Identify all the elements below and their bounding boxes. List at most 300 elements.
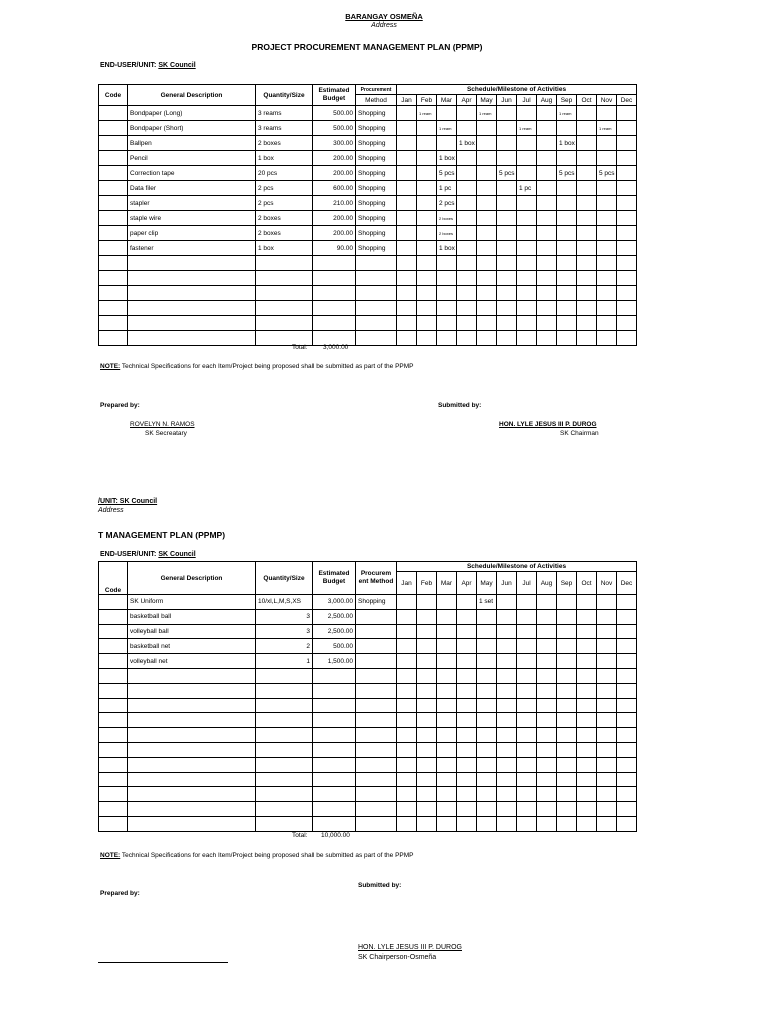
schedule-cell [417, 609, 437, 624]
empty-cell [99, 256, 128, 271]
month-header: Mar [437, 95, 457, 106]
total-value-1: 3,000.00 [323, 344, 349, 351]
empty-cell [477, 698, 497, 713]
empty-cell [99, 301, 128, 316]
empty-cell [577, 683, 597, 698]
month-header: Nov [597, 95, 617, 106]
schedule-cell [617, 595, 637, 610]
empty-cell [577, 816, 597, 831]
schedule-cell [477, 121, 497, 136]
empty-cell [437, 698, 457, 713]
empty-cell [457, 683, 477, 698]
empty-cell [477, 683, 497, 698]
budget-cell: 500.00 [313, 106, 356, 121]
empty-cell [99, 787, 128, 802]
schedule-cell [397, 151, 417, 166]
empty-cell [457, 713, 477, 728]
empty-cell [577, 713, 597, 728]
empty-row [99, 316, 637, 331]
empty-cell [313, 316, 356, 331]
schedule-cell [537, 624, 557, 639]
empty-cell [497, 271, 517, 286]
description-cell: Data filer [128, 181, 256, 196]
empty-cell [517, 256, 537, 271]
empty-cell [477, 728, 497, 743]
empty-cell [128, 816, 256, 831]
empty-cell [597, 816, 617, 831]
schedule-cell [417, 624, 437, 639]
empty-cell [256, 742, 313, 757]
schedule-cell [577, 595, 597, 610]
month-header: Sep [557, 572, 577, 595]
empty-cell [597, 742, 617, 757]
schedule-cell [397, 609, 417, 624]
table-row [99, 166, 637, 181]
empty-cell [497, 331, 517, 346]
barangay-name: BARANGAY OSMEÑA [345, 12, 423, 21]
empty-cell [128, 787, 256, 802]
quantity-cell: 2 boxes [256, 211, 313, 226]
schedule-cell [497, 121, 517, 136]
empty-cell [477, 787, 497, 802]
quantity-cell: 1 [256, 654, 313, 669]
empty-cell [457, 742, 477, 757]
empty-cell [417, 256, 437, 271]
method-cell [356, 654, 397, 669]
description-header: General Description [128, 85, 256, 106]
schedule-cell: 5 pcs [557, 166, 577, 181]
empty-cell [437, 772, 457, 787]
schedule-cell [437, 106, 457, 121]
month-header: Aug [537, 95, 557, 106]
empty-cell [256, 757, 313, 772]
schedule-cell [557, 609, 577, 624]
quantity-cell: 2 boxes [256, 226, 313, 241]
empty-cell [356, 331, 397, 346]
quantity-cell: 20 pcs [256, 166, 313, 181]
unit-fragment-2: /UNIT: SK Council [98, 498, 158, 505]
empty-cell [313, 787, 356, 802]
empty-row [99, 772, 637, 787]
empty-cell [457, 728, 477, 743]
schedule-cell [477, 181, 497, 196]
empty-row [99, 256, 637, 271]
schedule-cell [617, 624, 637, 639]
empty-cell [356, 742, 397, 757]
schedule-cell [497, 241, 517, 256]
empty-cell [99, 713, 128, 728]
schedule-cell [517, 226, 537, 241]
empty-cell [457, 256, 477, 271]
empty-cell [557, 286, 577, 301]
month-header: Oct [577, 572, 597, 595]
empty-cell [497, 757, 517, 772]
schedule-cell [597, 211, 617, 226]
empty-cell [437, 256, 457, 271]
table-row [99, 106, 637, 121]
end-user-value-2: SK Council [158, 551, 196, 558]
empty-cell [313, 757, 356, 772]
empty-cell [99, 728, 128, 743]
schedule-cell [517, 166, 537, 181]
empty-cell [457, 301, 477, 316]
schedule-cell: 1 ream [417, 106, 437, 121]
empty-cell [537, 787, 557, 802]
empty-cell [477, 256, 497, 271]
schedule-cell [577, 639, 597, 654]
schedule-cell [597, 226, 617, 241]
empty-cell [517, 816, 537, 831]
empty-row [99, 713, 637, 728]
empty-cell [577, 698, 597, 713]
empty-cell [437, 787, 457, 802]
empty-cell [497, 802, 517, 817]
description-cell: fastener [128, 241, 256, 256]
empty-cell [256, 271, 313, 286]
quantity-cell: 3 [256, 609, 313, 624]
budget-cell: 90.00 [313, 241, 356, 256]
schedule-cell [477, 241, 497, 256]
empty-cell [397, 802, 417, 817]
empty-cell [128, 668, 256, 683]
empty-cell [397, 772, 417, 787]
table-row [99, 609, 637, 624]
schedule-cell [577, 151, 597, 166]
empty-cell [557, 301, 577, 316]
empty-cell [397, 316, 417, 331]
empty-cell [313, 772, 356, 787]
empty-cell [417, 757, 437, 772]
empty-cell [617, 787, 637, 802]
method-cell: Shopping [356, 166, 397, 181]
schedule-cell: 1 pc [517, 181, 537, 196]
schedule-cell [597, 151, 617, 166]
schedule-cell [437, 639, 457, 654]
code-cell [99, 151, 128, 166]
method-cell [356, 609, 397, 624]
submitted-name-2: HON. LYLE JESUS III P. DUROG [358, 944, 462, 951]
empty-cell [313, 698, 356, 713]
empty-cell [497, 256, 517, 271]
empty-cell [517, 683, 537, 698]
empty-cell [457, 772, 477, 787]
schedule-cell: 1 ream [557, 106, 577, 121]
empty-cell [617, 271, 637, 286]
code-cell [99, 181, 128, 196]
month-header: Feb [417, 95, 437, 106]
empty-cell [356, 683, 397, 698]
empty-cell [497, 742, 517, 757]
empty-cell [577, 728, 597, 743]
schedule-cell [617, 136, 637, 151]
schedule-cell [597, 639, 617, 654]
empty-cell [477, 802, 497, 817]
empty-cell [457, 802, 477, 817]
schedule-cell [457, 639, 477, 654]
empty-cell [577, 286, 597, 301]
description-cell: basketball net [128, 639, 256, 654]
empty-cell [313, 683, 356, 698]
empty-cell [557, 698, 577, 713]
prepared-title-1: SK Secreatary [145, 430, 187, 437]
address-label: Address [371, 22, 397, 29]
quantity-header-2: Quantity/Size [256, 562, 313, 595]
quantity-cell: 3 reams [256, 106, 313, 121]
empty-cell [457, 286, 477, 301]
code-cell [99, 106, 128, 121]
schedule-cell [597, 624, 617, 639]
description-cell: staple wire [128, 211, 256, 226]
schedule-cell [497, 639, 517, 654]
schedule-cell [437, 595, 457, 610]
schedule-cell [497, 106, 517, 121]
schedule-cell [617, 226, 637, 241]
schedule-cell [417, 226, 437, 241]
schedule-cell: 1 set [477, 595, 497, 610]
schedule-cell [477, 211, 497, 226]
description-cell: Ballpen [128, 136, 256, 151]
quantity-cell: 2 boxes [256, 136, 313, 151]
empty-cell [128, 683, 256, 698]
schedule-cell [437, 654, 457, 669]
prepared-signature-line-2 [98, 962, 228, 963]
empty-cell [617, 668, 637, 683]
schedule-cell [597, 609, 617, 624]
empty-cell [397, 816, 417, 831]
empty-cell [313, 301, 356, 316]
schedule-cell [457, 211, 477, 226]
empty-cell [417, 668, 437, 683]
note-label: NOTE: [100, 363, 121, 370]
empty-cell [557, 271, 577, 286]
method-cell: Shopping [356, 211, 397, 226]
note-2 [100, 852, 414, 859]
schedule-cell [417, 241, 437, 256]
schedule-cell [517, 211, 537, 226]
schedule-cell [597, 181, 617, 196]
schedule-cell [477, 151, 497, 166]
table-row [99, 211, 637, 226]
schedule-cell [457, 226, 477, 241]
schedule-cell [557, 241, 577, 256]
table-row [99, 226, 637, 241]
code-cell [99, 166, 128, 181]
empty-cell [497, 668, 517, 683]
empty-cell [517, 757, 537, 772]
empty-cell [617, 256, 637, 271]
submitted-title-2: SK Chairperson-Osmeña [358, 954, 437, 961]
empty-row [99, 802, 637, 817]
empty-cell [99, 316, 128, 331]
schedule-cell [437, 609, 457, 624]
schedule-cell [437, 136, 457, 151]
note-text: Technical Specifications for each Item/Project being proposed shall be submitted as part of the PPMP [120, 363, 414, 370]
description-cell: volleyball ball [128, 624, 256, 639]
schedule-cell [557, 196, 577, 211]
empty-cell [577, 787, 597, 802]
empty-cell [256, 256, 313, 271]
quantity-cell: 2 [256, 639, 313, 654]
method-cell: Shopping [356, 181, 397, 196]
schedule-cell [397, 624, 417, 639]
table-row [99, 639, 637, 654]
schedule-cell [457, 181, 477, 196]
schedule-cell [497, 136, 517, 151]
schedule-cell [537, 196, 557, 211]
empty-cell [597, 256, 617, 271]
method-cell: Shopping [356, 121, 397, 136]
schedule-cell: 5 pcs [597, 166, 617, 181]
note-1 [100, 363, 414, 370]
empty-cell [437, 728, 457, 743]
empty-cell [617, 331, 637, 346]
schedule-cell: 5 pcs [437, 166, 457, 181]
empty-cell [457, 757, 477, 772]
empty-cell [457, 816, 477, 831]
empty-cell [397, 787, 417, 802]
empty-cell [617, 683, 637, 698]
empty-cell [417, 713, 437, 728]
schedule-cell [497, 654, 517, 669]
schedule-cell [417, 196, 437, 211]
empty-cell [397, 271, 417, 286]
schedule-cell [457, 654, 477, 669]
schedule-cell: 1 box [437, 151, 457, 166]
empty-row [99, 271, 637, 286]
submitted-by-label-1: Submitted by: [438, 402, 482, 409]
description-header-2: General Description [128, 562, 256, 595]
empty-cell [497, 698, 517, 713]
schedule-cell [477, 624, 497, 639]
table-row [99, 241, 637, 256]
empty-cell [537, 757, 557, 772]
month-header: Jun [497, 95, 517, 106]
empty-row [99, 301, 637, 316]
schedule-cell [417, 121, 437, 136]
schedule-cell [617, 121, 637, 136]
empty-cell [517, 772, 537, 787]
empty-cell [597, 713, 617, 728]
schedule-cell [577, 136, 597, 151]
empty-cell [517, 713, 537, 728]
empty-cell [597, 698, 617, 713]
schedule-cell [577, 196, 597, 211]
document-title-2: T MANAGEMENT PLAN (PPMP) [98, 530, 226, 540]
empty-cell [417, 316, 437, 331]
empty-cell [577, 331, 597, 346]
empty-cell [437, 757, 457, 772]
description-cell: volleyball net [128, 654, 256, 669]
empty-cell [617, 728, 637, 743]
empty-row [99, 816, 637, 831]
empty-row [99, 787, 637, 802]
schedule-cell [617, 106, 637, 121]
empty-row [99, 698, 637, 713]
empty-cell [128, 742, 256, 757]
schedule-cell [417, 595, 437, 610]
empty-cell [457, 316, 477, 331]
code-cell [99, 196, 128, 211]
schedule-cell [397, 595, 417, 610]
empty-cell [256, 802, 313, 817]
schedule-cell: 2 pcs [437, 196, 457, 211]
empty-cell [417, 301, 437, 316]
schedule-cell [497, 181, 517, 196]
schedule-cell [597, 136, 617, 151]
table-row [99, 654, 637, 669]
budget-cell: 500.00 [313, 639, 356, 654]
budget-cell: 2,500.00 [313, 609, 356, 624]
empty-cell [577, 316, 597, 331]
empty-cell [457, 787, 477, 802]
schedule-cell [537, 106, 557, 121]
code-cell [99, 654, 128, 669]
month-header: Nov [597, 572, 617, 595]
description-cell: Bondpaper (Long) [128, 106, 256, 121]
schedule-cell [577, 121, 597, 136]
empty-cell [128, 698, 256, 713]
empty-cell [497, 816, 517, 831]
end-user-value: SK Council [158, 62, 196, 69]
budget-cell: 3,000.00 [313, 595, 356, 610]
empty-cell [557, 802, 577, 817]
empty-cell [617, 816, 637, 831]
empty-cell [597, 668, 617, 683]
empty-cell [128, 728, 256, 743]
schedule-cell [517, 654, 537, 669]
empty-cell [397, 301, 417, 316]
empty-cell [537, 816, 557, 831]
empty-cell [99, 668, 128, 683]
month-header: Jul [517, 572, 537, 595]
schedule-cell [477, 639, 497, 654]
empty-cell [557, 256, 577, 271]
schedule-cell [617, 166, 637, 181]
table-row [99, 624, 637, 639]
empty-cell [356, 301, 397, 316]
empty-cell [99, 698, 128, 713]
empty-cell [417, 271, 437, 286]
schedule-cell [597, 106, 617, 121]
empty-cell [99, 286, 128, 301]
schedule-cell [417, 166, 437, 181]
code-cell [99, 211, 128, 226]
empty-cell [256, 316, 313, 331]
empty-cell [617, 713, 637, 728]
schedule-cell [537, 241, 557, 256]
schedule-cell [397, 241, 417, 256]
table-row [99, 121, 637, 136]
empty-cell [477, 271, 497, 286]
schedule-cell: 1 pc [437, 181, 457, 196]
month-header: Aug [537, 572, 557, 595]
schedule-cell: 2 boxes [437, 211, 457, 226]
method-cell: Shopping [356, 226, 397, 241]
empty-cell [597, 772, 617, 787]
schedule-cell [497, 211, 517, 226]
quantity-cell: 10/xl,L,M,S,XS [256, 595, 313, 610]
empty-cell [417, 742, 437, 757]
budget-header-2: Estimated Budget [313, 562, 356, 595]
empty-cell [477, 286, 497, 301]
schedule-cell [617, 181, 637, 196]
code-cell [99, 639, 128, 654]
prepared-by-label-1: Prepared by: [100, 402, 140, 409]
empty-cell [437, 802, 457, 817]
empty-cell [256, 286, 313, 301]
empty-cell [99, 772, 128, 787]
method-cell: Shopping [356, 136, 397, 151]
